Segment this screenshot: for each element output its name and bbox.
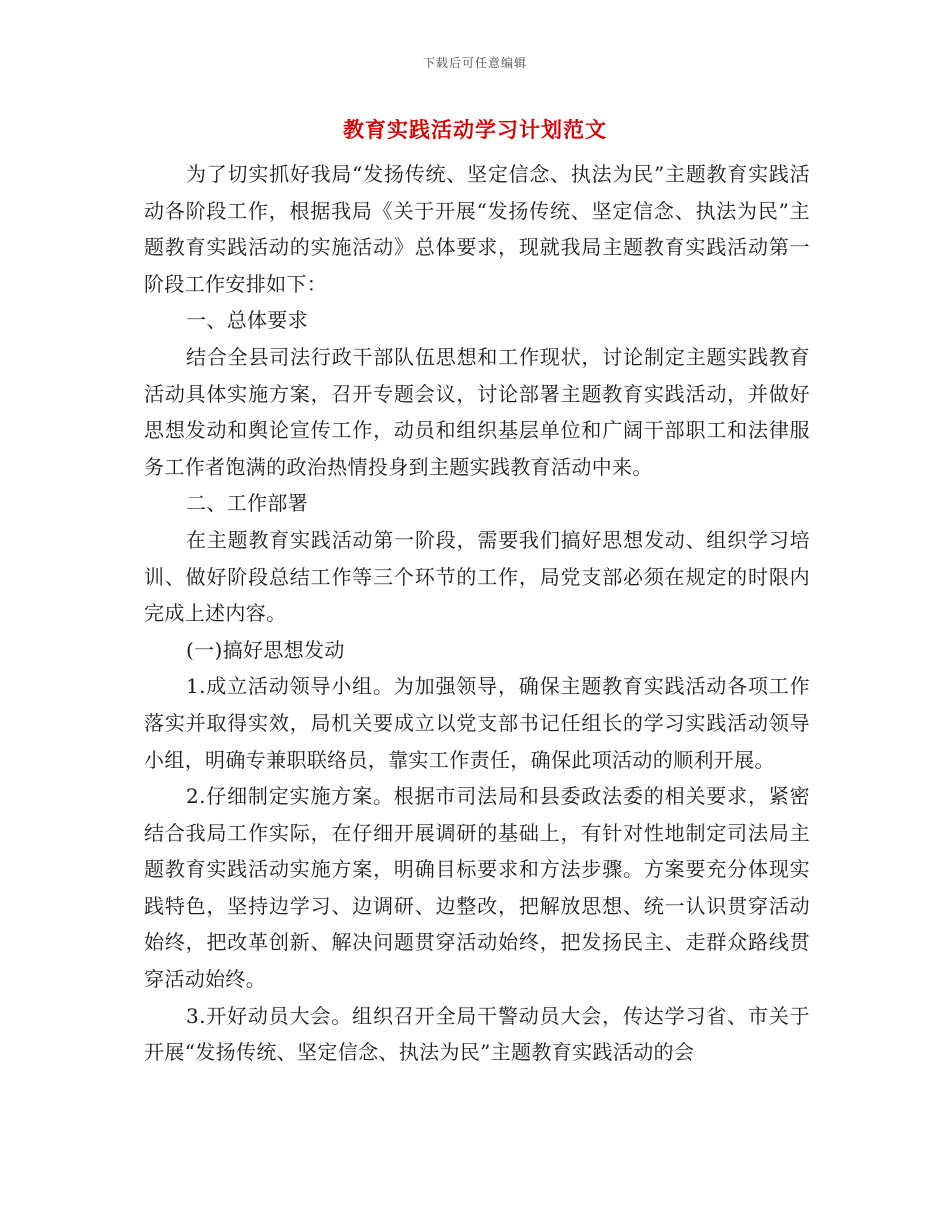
paragraph-general-requirements: 结合全县司法行政干部队伍思想和工作现状，讨论制定主题实践教育活动具体实施方案，召开专题会议，讨论部署主题教育实践活动，并做好思想发动和舆论宣传工作，动员和组织基层单位和广阔干部职工和法律服务工作者饱满的政治热情投身到主题实践教育活动中来。 <box>144 344 810 479</box>
header-note: 下载后可任意编辑 <box>422 56 527 70</box>
list-item-2: 2.仔细制定实施方案。根据市司法局和县委政法委的相关要求，紧密结合我局工作实际，在仔细开展调研的基础上，有针对性地制定司法局主题教育实践活动实施方案，明确目标要求和方法步骤。方案要充分体现实践特色，坚持边学习、边调研、边整改，把解放思想、统一认识贯穿活动始终，把改革创新、解决问题贯穿活动始终，把发扬民主、走群众路线贯穿活动始终。 <box>144 784 810 992</box>
paragraph-work-deployment: 在主题教育实践活动第一阶段，需要我们搞好思想发动、组织学习培训、做好阶段总结工作等三个环节的工作，局党支部必须在规定的时限内完成上述内容。 <box>144 527 810 626</box>
section-heading-work-deployment: 二、工作部署 <box>186 491 309 516</box>
document-body <box>144 156 810 1071</box>
document-title: 教育实践活动学习计划范文 <box>343 117 607 142</box>
paragraph-intro: 为了切实抓好我局“发扬传统、坚定信念、执法为民”主题教育实践活动各阶段工作，根据我局《关于开展“发扬传统、坚定信念、执法为民”主题教育实践活动的实施活动》总体要求，现就我局主题教育实践活动第一阶段工作安排如下： <box>144 162 810 296</box>
subsection-heading-mobilization: (一)搞好思想发动 <box>186 637 345 662</box>
list-item-1: 1.成立活动领导小组。为加强领导，确保主题教育实践活动各项工作落实并取得实效，局机关要成立以党支部书记任组长的学习实践活动领导小组，明确专兼职联络员，靠实工作责任，确保此项活动的顺利开展。 <box>144 674 810 772</box>
list-item-3: 3.开好动员大会。组织召开全局干警动员大会，传达学习省、市关于开展“发扬传统、坚定信念、执法为民”主题教育实践活动的会 <box>144 1003 810 1065</box>
section-heading-general-requirements: 一、总体要求 <box>186 308 309 333</box>
